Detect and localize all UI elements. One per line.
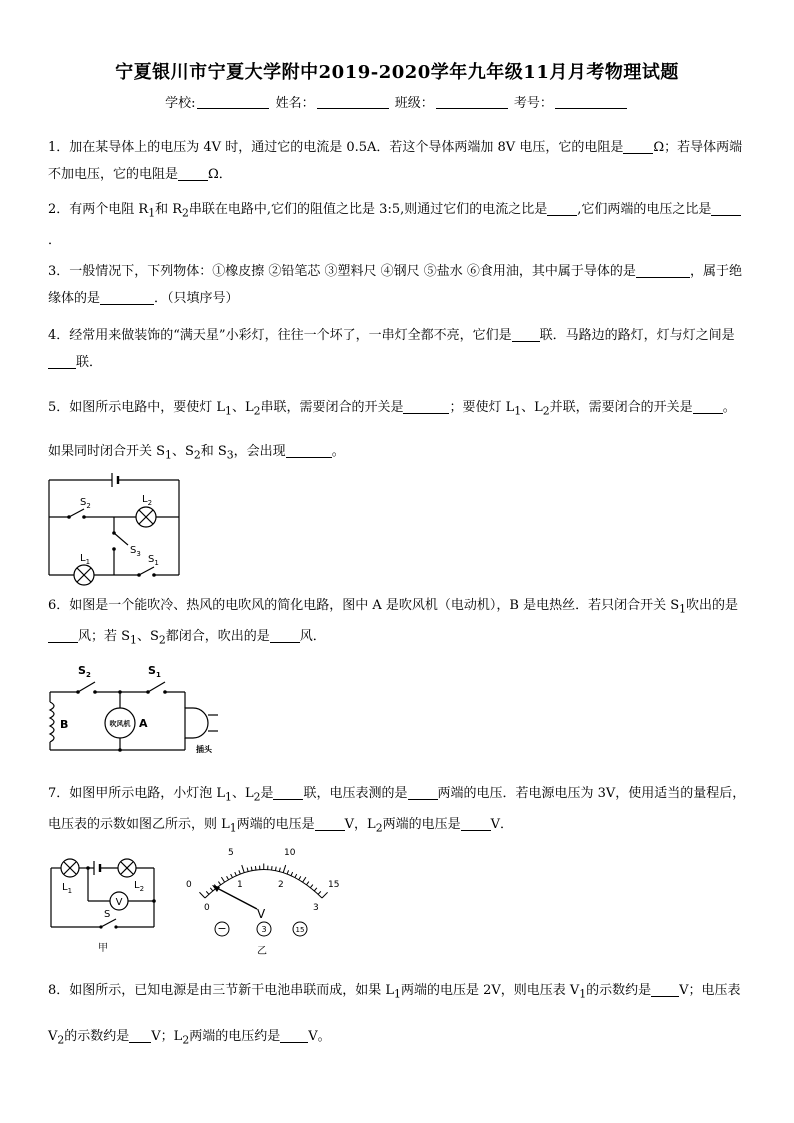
q7-text-f: 两端的电压是 [236, 816, 315, 832]
terminal-15-label: 15 [295, 926, 305, 934]
inner-scale-2: 2 [278, 880, 284, 890]
outer-scale-15: 15 [328, 880, 340, 890]
dial-tick [255, 866, 256, 870]
q4-text-a: 4．经常用来做装饰的“满天星”小彩灯，往往一个坏了，一串灯全都不亮，它们是 [48, 328, 512, 343]
inner-scale-1: 1 [237, 880, 243, 890]
answer-blank [408, 785, 438, 800]
q6-hairdryer-circuit [40, 660, 225, 760]
q5-text-j: ，会出现 [233, 443, 286, 459]
subscript: 1 [225, 790, 232, 804]
dial-tick [227, 876, 229, 879]
q7-text-e: 两端的电压．若电源电压为 3V，使用适当的量程后，电压表的示数如图乙所示，则 L [48, 786, 746, 832]
terminal-negative-label: − [217, 922, 227, 935]
dial-tick [239, 870, 240, 874]
subscript: 1 [579, 987, 587, 1001]
subscript: 2 [182, 206, 189, 220]
q8-text-f: V；L [151, 1028, 183, 1044]
dial-tick [299, 876, 301, 879]
answer-blank [48, 628, 78, 643]
q8-text-h: V。 [308, 1028, 331, 1044]
answer-blank [129, 1028, 151, 1043]
subscript: 1 [229, 821, 237, 835]
label-l1: $L_1$ [62, 882, 73, 895]
plug [185, 708, 208, 738]
label-s3: $S_3$ [130, 545, 141, 558]
answer-blank [403, 399, 449, 414]
q8-text-c: 的示数约是 [586, 983, 652, 998]
q7-text-g: V，L [344, 816, 376, 832]
subscript: 2 [375, 821, 383, 835]
name-label: 姓名： [275, 96, 315, 111]
q5-text-d: ；要使灯 L [449, 400, 515, 415]
q7-text-h: 两端的电压是 [382, 816, 461, 832]
q1-text-a: 1．加在某导体上的电压为 4V 时，通过它的电流是 0.5A．若这个导体两端加 8V 电压，它的电阻是 [48, 140, 624, 155]
dial-tick [314, 888, 317, 891]
q6-text-d: 、S [136, 628, 159, 644]
dial-tick [283, 865, 285, 873]
dial-tick [206, 891, 209, 894]
question-1 [48, 134, 748, 188]
dial-tick [279, 868, 280, 872]
unit-label: V [257, 907, 266, 921]
subscript: 1 [394, 987, 401, 1001]
q7-text-a: 7．如图甲所示电路，小灯泡 L [48, 786, 226, 801]
q1-text-b: Ω；若导体两端不加电压，它的电阻是 [48, 140, 743, 182]
dial-tick [287, 870, 288, 874]
label-s2: $S_2$ [78, 664, 91, 679]
dial-tick [310, 885, 312, 888]
label-a: A [139, 717, 148, 730]
switch-s1 [148, 682, 165, 692]
q2-text-e: ． [48, 232, 62, 248]
subscript: 2 [542, 404, 550, 418]
label-b: B [60, 718, 69, 731]
terminal-3-label: 3 [261, 925, 267, 934]
q5-text-h: 、S [171, 443, 194, 459]
dial-tick [235, 872, 237, 876]
q5-text-b: 、L [231, 400, 254, 415]
switch-s3 [114, 533, 128, 545]
q6-text-e: 都闭合，吹出的是 [165, 628, 270, 644]
q5-text-c: 串联，需要闭合的开关是 [260, 400, 404, 415]
answer-blank [711, 201, 741, 216]
dial-tick [210, 888, 213, 891]
subscript: 2 [253, 790, 261, 804]
dial-tick [199, 892, 205, 898]
q8-text-g: 两端的电压约是 [189, 1028, 281, 1044]
switch-s [101, 919, 116, 927]
q7-text-i: V． [490, 816, 513, 832]
answer-blank [636, 263, 690, 278]
q5-text-g: 。如果同时闭合开关 S [48, 400, 736, 459]
answer-blank [48, 354, 76, 369]
student-info-line [0, 92, 794, 111]
subscript: 2 [193, 448, 201, 462]
subscript: 2 [158, 633, 166, 647]
dial-tick [318, 891, 321, 894]
dial-arc [205, 870, 322, 899]
subscript: 1 [148, 206, 156, 220]
q3-text-b: ，属于绝缘体的是 [48, 264, 742, 306]
answer-blank [178, 166, 208, 181]
motor-label: 吹风机 [109, 720, 131, 728]
subscript: 1 [514, 404, 522, 418]
q6-text-a: 6．如图是一个能吹冷、热风的电吹风的简化电路，图中 A 是吹风机（电动机），B 是电热丝．若只闭合开关 S [48, 598, 680, 613]
school-label: 学校: [165, 96, 196, 111]
q8-text-e: 的示数约是 [64, 1028, 130, 1044]
question-4 [48, 322, 748, 376]
subscript: 1 [165, 448, 172, 462]
answer-blank [280, 1028, 308, 1043]
answer-blank [270, 628, 300, 643]
label-s2: $S_2$ [80, 497, 91, 510]
question-8 [48, 970, 748, 1061]
switch-s2 [69, 509, 84, 517]
dial-tick [231, 874, 233, 878]
dial-tick [218, 882, 220, 885]
answer-blank [693, 399, 723, 414]
question-3 [48, 258, 748, 312]
q7-text-b: 、L [231, 786, 254, 801]
answer-blank [286, 443, 332, 458]
answer-blank [273, 785, 303, 800]
dial-tick [275, 867, 276, 871]
heating-wire-b [50, 702, 54, 742]
answer-blank [651, 982, 679, 997]
q5-circuit-diagram [44, 465, 184, 585]
class-blank [436, 96, 508, 109]
q5-text-a: 5．如图所示电路中，要使灯 L [48, 400, 226, 415]
question-6 [48, 592, 748, 653]
page-title: 宁夏银川市宁夏大学附中2019-2020学年九年级11月月考物理试题 [115, 62, 679, 83]
outer-scale-0: 0 [186, 880, 192, 890]
subscript: 1 [130, 633, 137, 647]
q2-text-b: 和 R [155, 202, 183, 217]
answer-blank [100, 290, 154, 305]
switch-s1 [139, 567, 154, 575]
subscript: 2 [57, 1033, 65, 1047]
q6-text-c: 风；若 S [78, 628, 131, 644]
label-l2: $L_2$ [134, 880, 145, 893]
dial-tick [295, 874, 297, 878]
q5-text-e: 、L [521, 400, 543, 415]
q2-text-d: ,它们两端的电压之比是 [577, 202, 712, 217]
answer-blank [512, 327, 540, 342]
inner-scale-3: 3 [313, 903, 319, 913]
q5-text-i: 和 S [200, 443, 227, 459]
q1-text-c: Ω． [208, 167, 232, 182]
needle [215, 887, 257, 909]
q5-text-f: 并联，需要闭合的开关是 [549, 400, 693, 415]
q5-text-k: 。 [331, 443, 345, 459]
label-s1: $S_1$ [148, 664, 161, 679]
q8-text-d: V；电压表 V [48, 983, 741, 1044]
q2-text-a: 2．有两个电阻 R [48, 202, 149, 217]
school-blank [197, 96, 269, 109]
question-2 [48, 196, 748, 254]
subscript: 1 [225, 404, 232, 418]
q8-text-a: 8．如图所示，已知电源是由三节新干电池串联而成，如果 L [48, 983, 395, 998]
plug-label: 插头 [196, 745, 212, 754]
exam-no-label: 考号： [513, 96, 553, 111]
q3-text-a: 3．一般情况下，下列物体：①橡皮擦 ②铅笔芯 ③塑料尺 ④钢尺 ⑤盐水 ⑥食用油，其中属于导体的是 [48, 264, 636, 279]
exam-no-blank [555, 96, 627, 109]
name-blank [317, 96, 389, 109]
answer-blank [315, 816, 345, 831]
label-l1: $L_1$ [80, 553, 91, 566]
dial-tick [272, 866, 273, 870]
q4-text-c: 联． [76, 355, 103, 370]
inner-scale-0: 0 [204, 903, 210, 913]
q2-text-c: 串联在电路中,它们的阻值之比是 3:5,则通过它们的电流之比是 [188, 202, 548, 217]
q6-text-f: 风． [299, 628, 326, 644]
outer-scale-10: 10 [284, 848, 296, 858]
dial-tick [291, 872, 293, 876]
dial-tick [303, 877, 306, 882]
dial-tick [221, 877, 224, 882]
q8-text-b: 两端的电压是 2V，则电压表 V [400, 983, 580, 998]
voltmeter-label: V [115, 897, 123, 908]
class-label: 班级： [394, 96, 434, 111]
question-7 [48, 780, 748, 841]
dial-tick [307, 882, 309, 885]
switch-s2 [78, 682, 95, 692]
label-l2: $L_2$ [142, 494, 153, 507]
q7-text-c: 是 [260, 786, 274, 801]
q3-text-c: ．（只填序号） [154, 291, 239, 306]
q6-text-b: 吹出的是 [686, 598, 739, 613]
subscript: 1 [679, 602, 687, 616]
subscript: 2 [253, 404, 261, 418]
answer-blank [623, 139, 653, 154]
caption-jia: 甲 [98, 943, 108, 954]
answer-blank [461, 816, 491, 831]
caption-yi: 乙 [257, 946, 267, 957]
subscript: 3 [226, 448, 234, 462]
outer-scale-5: 5 [228, 848, 234, 858]
label-s: S [104, 909, 111, 920]
subscript: 2 [182, 1033, 190, 1047]
label-s1: $S_1$ [148, 554, 159, 567]
dial-tick [247, 868, 248, 872]
q7-text-d: 联，电压表测的是 [303, 786, 408, 801]
q7-circuit-jia [46, 855, 161, 955]
answer-blank [547, 201, 577, 216]
q7-voltmeter-dial-yi [180, 843, 345, 958]
dial-tick [251, 867, 252, 871]
question-5 [48, 388, 748, 475]
dial-tick [242, 865, 244, 873]
q4-text-b: 联．马路边的路灯，灯与灯之间是 [539, 328, 735, 343]
dial-tick [322, 892, 328, 898]
